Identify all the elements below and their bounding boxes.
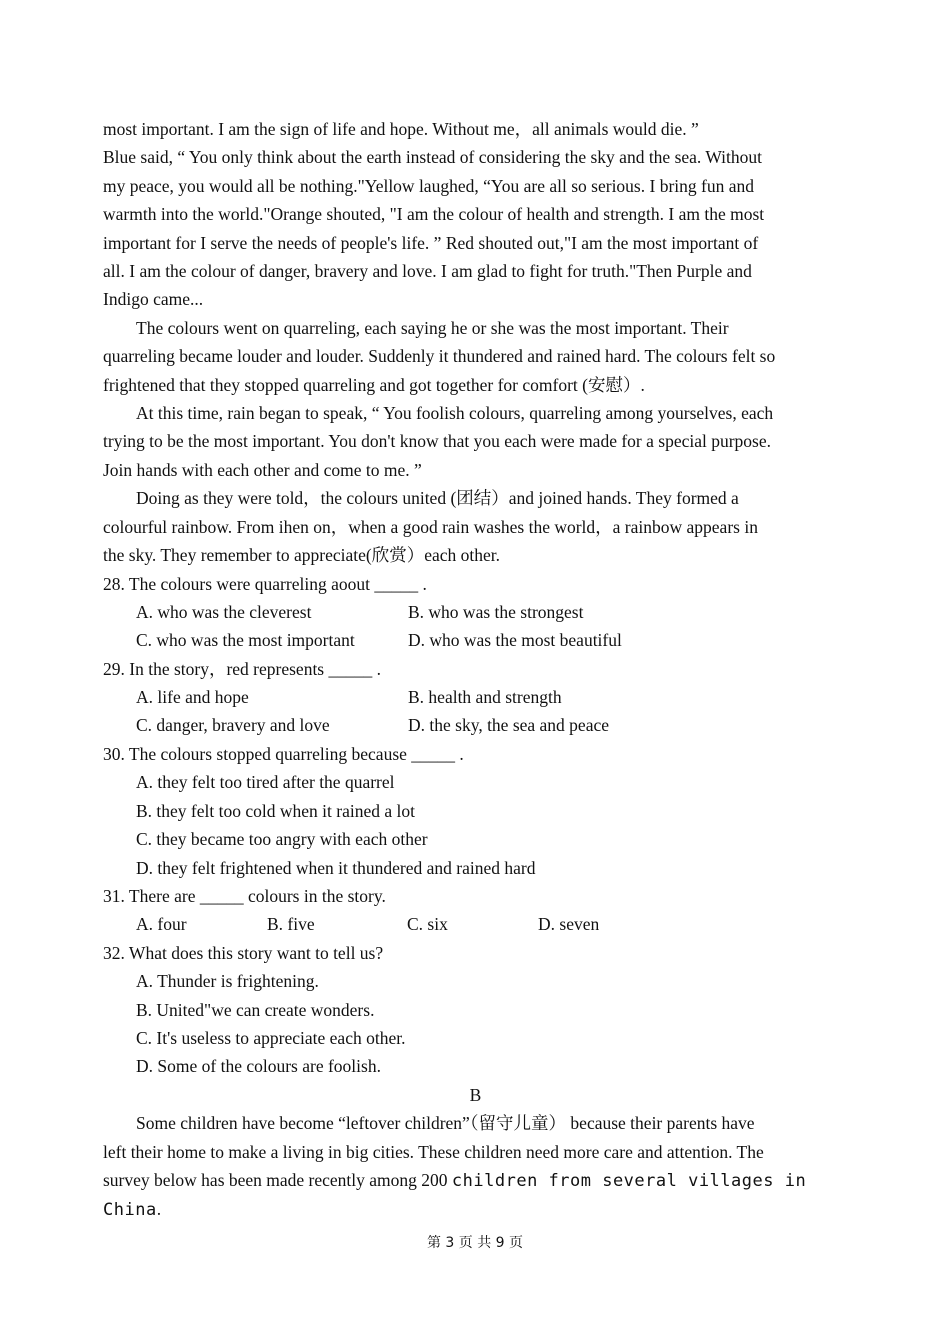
passage-text: .: [156, 1199, 162, 1220]
page-footer: 第 3 页 共 9 页: [426, 1235, 524, 1251]
option-row: [103, 626, 848, 654]
option: C. danger, bravery and love: [136, 715, 330, 736]
option-row: [103, 598, 848, 626]
passage-line: The colours went on quarreling, each saying he or she was the most important. Their: [136, 317, 729, 338]
passage-line: frightened that they stopped quarreling and got together for comfort (安慰）.: [103, 374, 645, 395]
option: B. health and strength: [408, 687, 562, 708]
option: D. seven: [538, 914, 600, 935]
passage-line: trying to be the most important. You don't know that you each were made for a special purpose.: [103, 431, 772, 452]
option: B. they felt too cold when it rained a lot: [136, 800, 415, 821]
passage-line: left their home to make a living in big cities. These children need more care and attention. The: [103, 1141, 764, 1162]
passage-line: Join hands with each other and come to me. ”: [103, 459, 422, 480]
passage-line: important for I serve the needs of people's life. ” Red shouted out,"I am the most important of: [103, 232, 759, 253]
passage-line: Indigo came...: [103, 289, 204, 310]
passage-line: colourful rainbow. From ihen on，when a good rain washes the world，a rainbow appears in: [103, 516, 758, 537]
passage-line: quarreling became louder and louder. Suddenly it thundered and rained hard. The colours felt so: [103, 346, 776, 367]
option: B. who was the strongest: [408, 601, 584, 622]
passage-line: all. I am the colour of danger, bravery and love. I am glad to fight for truth."Then Purple and: [103, 261, 752, 282]
passage-line: Blue said, “ You only think about the earth instead of considering the sky and the sea. Without: [103, 147, 763, 168]
passage-line: Some children have become “leftover children”（留守儿童） because their parents have: [136, 1113, 755, 1134]
passage-line: warmth into the world."Orange shouted, "I am the colour of health and strength. I am the most: [103, 204, 765, 225]
section-heading: B: [469, 1084, 482, 1105]
passage-line: [103, 1195, 848, 1224]
option-row: [103, 910, 848, 938]
passage-line: Doing as they were told，the colours united (团结）and joined hands. They formed a: [136, 488, 739, 509]
question-stem: 31. There are _____ colours in the story.: [103, 885, 386, 906]
option: C. they became too angry with each other: [136, 829, 428, 850]
option: A. four: [136, 914, 187, 935]
passage-line: most important. I am the sign of life and hope. Without me，all animals would die. ”: [103, 119, 699, 139]
question-stem: 32. What does this story want to tell us?: [103, 942, 384, 963]
question-stem: 29. In the story，red represents _____ .: [103, 658, 381, 679]
option: D. Some of the colours are foolish.: [136, 1056, 381, 1077]
passage-text-mono: children from several villages in: [451, 1170, 807, 1191]
option: B. United"we can create wonders.: [136, 999, 375, 1020]
passage-line: At this time, rain began to speak, “ You foolish colours, quarreling among yourselves, each: [136, 403, 774, 424]
question-stem: 30. The colours stopped quarreling because _____ .: [103, 743, 464, 764]
option: A. who was the cleverest: [136, 601, 312, 622]
option: C. six: [407, 914, 448, 935]
option: C. who was the most important: [136, 630, 355, 651]
option: A. life and hope: [136, 687, 249, 708]
document-page: [103, 115, 848, 1225]
option: C. It's useless to appreciate each other.: [136, 1027, 406, 1048]
question-stem: 28. The colours were quarreling aoout _____ .: [103, 573, 427, 594]
option: A. Thunder is frightening.: [136, 971, 319, 992]
option: D. the sky, the sea and peace: [408, 715, 610, 736]
passage-text-mono: China: [103, 1200, 157, 1221]
passage-text: survey below has been made recently among 200: [103, 1169, 452, 1190]
option: D. they felt frightened when it thundered and rained hard: [136, 857, 536, 878]
option-row: [103, 683, 848, 711]
passage-line: my peace, you would all be nothing."Yellow laughed, “You are all so serious. I bring fun and: [103, 175, 754, 196]
option: B. five: [267, 914, 315, 935]
passage-line: [103, 1166, 848, 1195]
option: D. who was the most beautiful: [408, 630, 622, 651]
option-row: [103, 711, 848, 739]
option: A. they felt too tired after the quarrel: [136, 772, 395, 793]
passage-line: the sky. They remember to appreciate(欣赏）each other.: [103, 545, 500, 566]
